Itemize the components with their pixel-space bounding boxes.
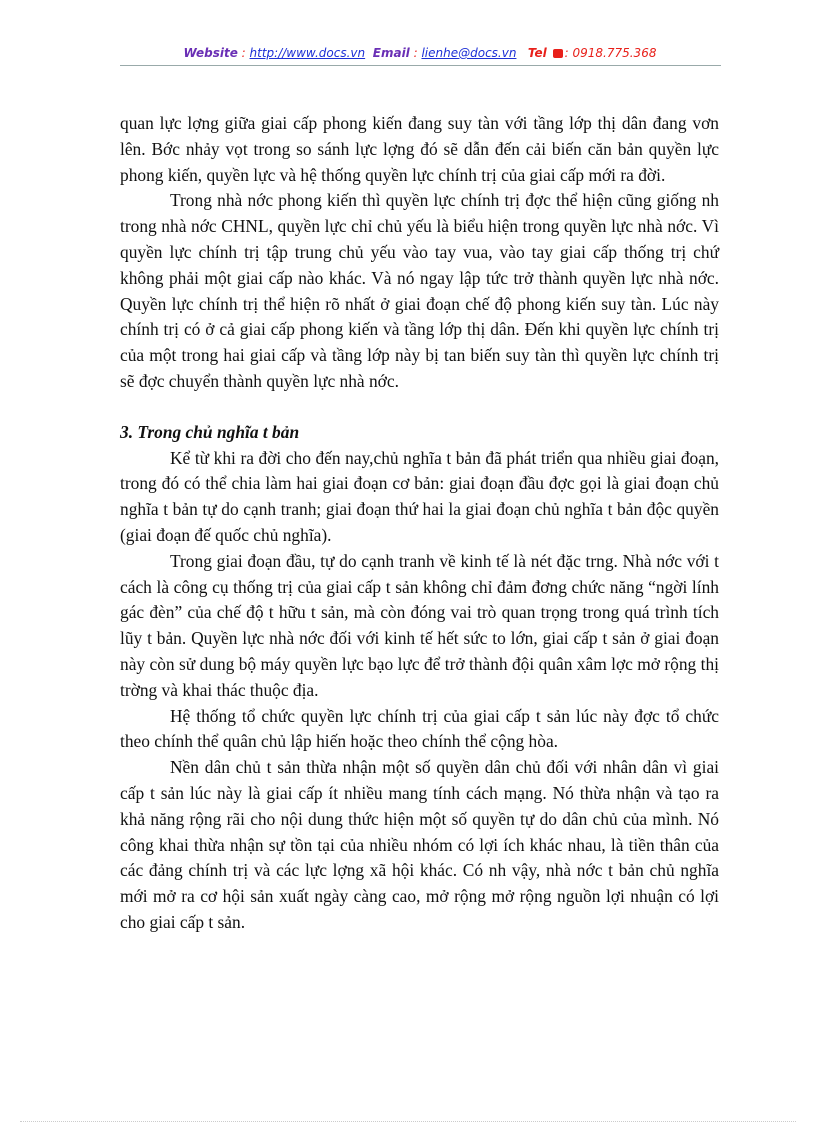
section-heading: 3. Trong chủ nghĩa t bản [120,421,300,442]
tel-value: : 0918.775.368 [564,46,657,60]
footer-divider [20,1121,796,1122]
paragraph-section-4: Nền dân chủ t sản thừa nhận một số quyền dân chủ đối với nhân dân vì giai cấp t sản lúc này là giai cấp ít nhiều mang tính cách mạng. Nó thừa nhận và tạo ra khả năng rộng rãi cho nội dung thức hiện một số quyền tự do dân chủ của mình. Nó công khai thừa nhận sự tồn tại của nhiều nhóm có lợi ích khác nhau, là tiền thân của các đảng chính trị và các lực lợng xã hội khác. Có nh vậy, nhà nớc t bản chủ nghĩa mới mở ra cơ hội sản xuất ngày càng cao, mở rộng mở rộng nguồn lợi nhuận có lợi cho giai cấp t sản. [120,757,719,932]
email-link[interactable]: lienhe@docs.vn [421,46,517,60]
website-label: Website [183,46,238,60]
document-body [120,111,719,936]
email-label: Email [372,46,410,60]
paragraph-intro-1: quan lực lợng giữa giai cấp phong kiến đang suy tàn với tầng lớp thị dân đang vơn lên. Bớc nhảy vọt trong so sánh lực lợng đó sẽ dẫn đến cải biến căn bản quyền lực phong kiến, quyền lực và hệ thống quyền lực chính trị của giai cấp mới ra đời. [120,113,719,185]
header-divider [120,65,721,66]
paragraph-section-3: Hệ thống tổ chức quyền lực chính trị của giai cấp t sản lúc này đợc tổ chức theo chính thể quân chủ lập hiến hoặc theo chính thể cộng hòa. [120,705,719,752]
email-separator: : [409,46,422,60]
telephone-icon [553,49,563,58]
tel-label: Tel [527,46,547,60]
website-link[interactable]: http://www.docs.vn [249,46,366,60]
paragraph-section-2: Trong giai đoạn đầu, tự do cạnh tranh về kinh tế là nét đặc trng. Nhà nớc với t cách là công cụ thống trị của giai cấp t sản không chỉ đảm đơng chức năng “ngời lính gác đèn” của chế độ t hữu t sản, mà còn đóng vai trò quan trọng trong quá trình tích lũy t bản. Quyền lực nhà nớc đối với kinh tế hết sức to lớn, giai cấp t sản ở giai đoạn này còn sử dung bộ máy quyền lực bạo lực để trở thành đội quân xâm lợc mở rộng thị trờng và khai thác thuộc địa. [120,550,719,700]
paragraph-section-1: Kể từ khi ra đời cho đến nay,chủ nghĩa t bản đã phát triển qua nhiều giai đoạn, trong đó có thể chia làm hai giai đoạn cơ bản: giai đoạn đầu đợc gọi là giai đoạn chủ nghĩa t bản tự do cạnh tranh; giai đoạn thứ hai la giai đoạn chủ nghĩa t bản độc quyền (giai đoạn đế quốc chủ nghĩa). [120,447,719,545]
website-separator: : [237,46,250,60]
paragraph-intro-2: Trong nhà nớc phong kiến thì quyền lực chính trị đợc thể hiện cũng giống nh trong nhà nớc CHNL, quyền lực chỉ chủ yếu là biểu hiện trong quyền lực nhà nớc. Vì quyền lực chính trị tập trung chủ yếu vào tay vua, vào tay giai cấp thống trị chứ không phải một giai cấp nào khác. Và nó ngay lập tức trở thành quyền lực nhà nớc. Quyền lực chính trị thể hiện rõ nhất ở giai đoạn chế độ phong kiến suy tàn. Lúc này chính trị có ở cả giai cấp phong kiến và tầng lớp thị dân. Đến khi quyền lực chính trị của một trong hai giai cấp và tầng lớp này bị tan biến suy tàn thì quyền lực chính trị sẽ đợc chuyển thành quyền lực nhà nớc. [120,190,719,391]
